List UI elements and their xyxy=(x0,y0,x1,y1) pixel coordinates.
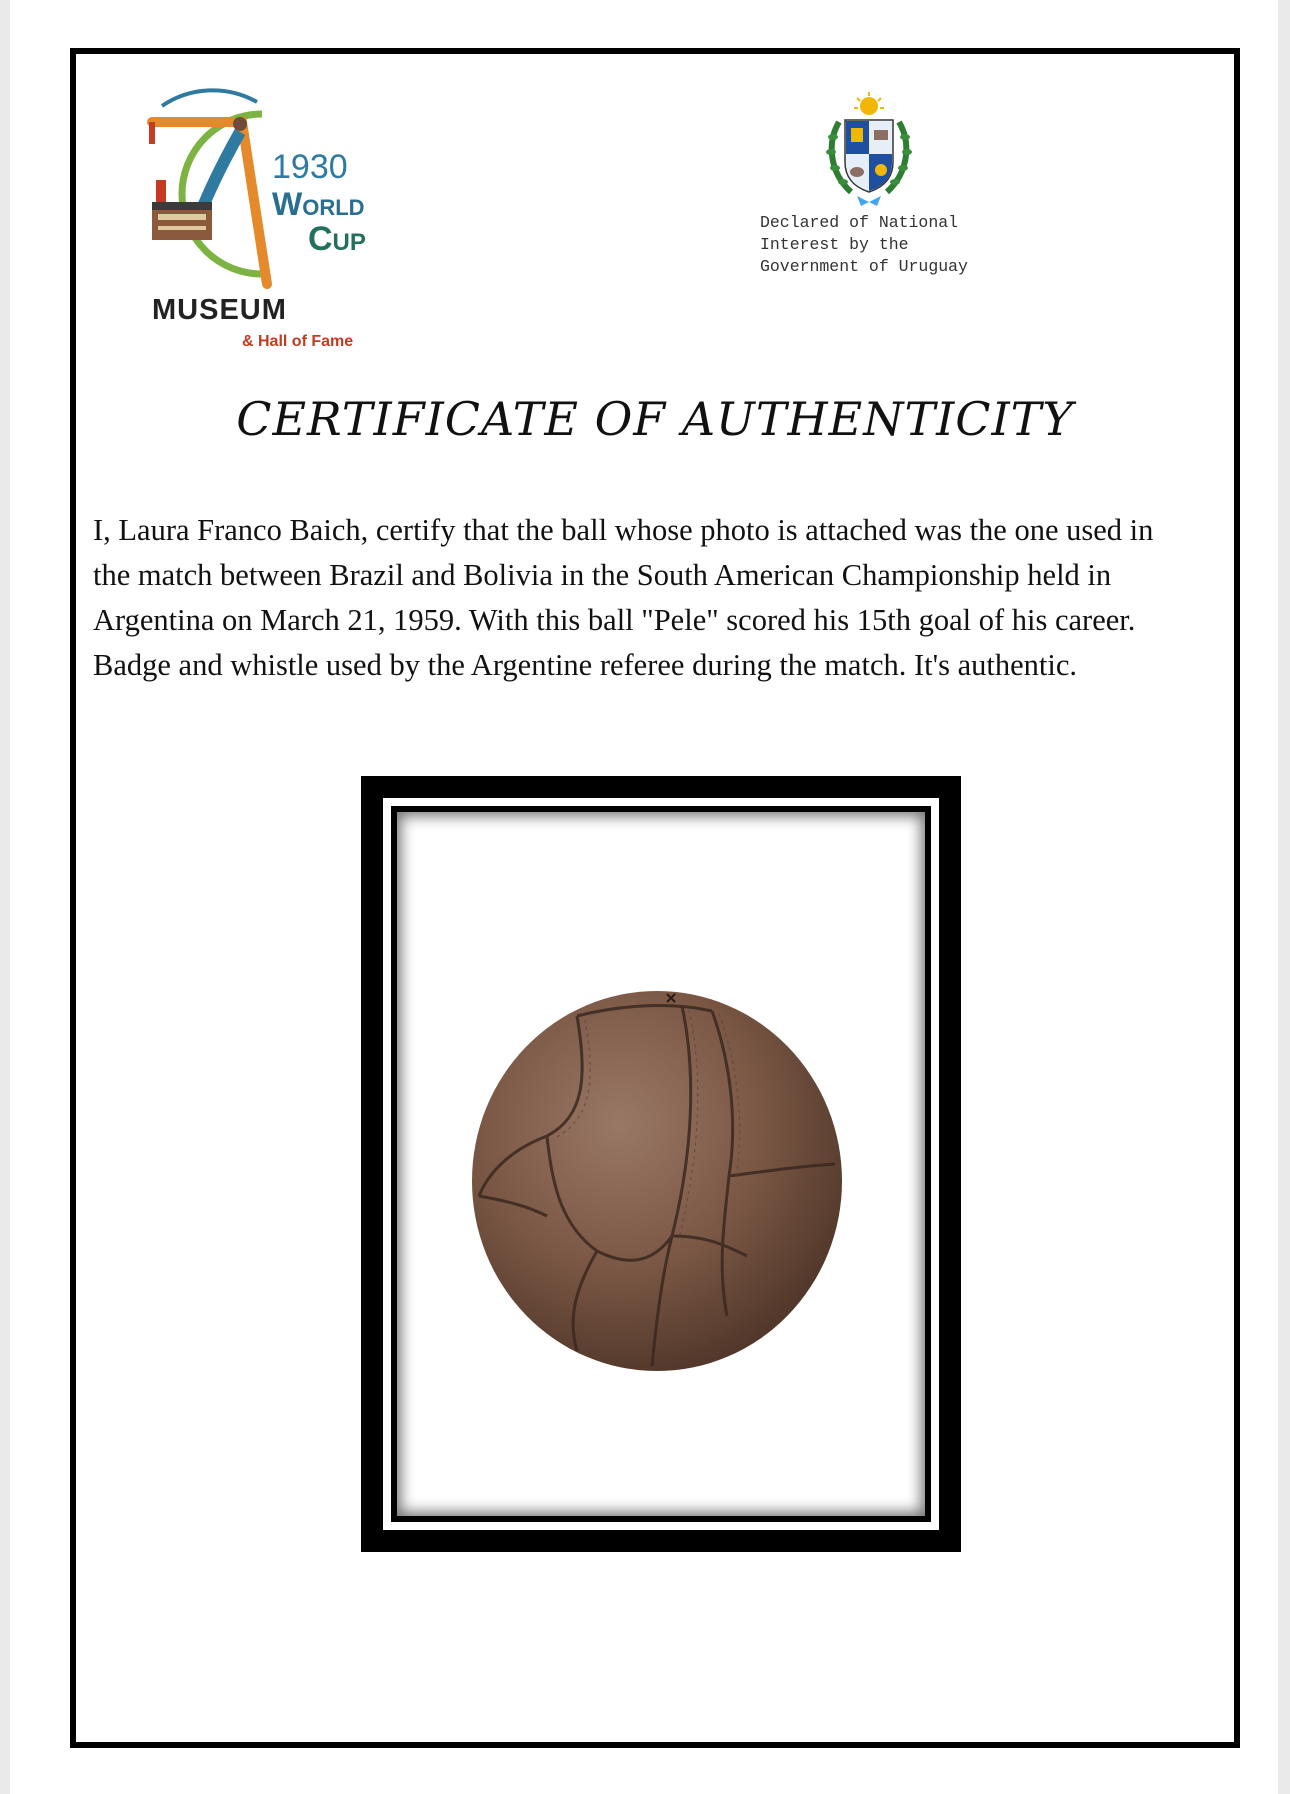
photo-frame-inner-border xyxy=(391,806,931,1522)
certificate-border xyxy=(70,48,1240,1748)
photo-frame xyxy=(361,776,961,1552)
logo-hall-of-fame: & Hall of Fame xyxy=(242,333,354,350)
photo-mat xyxy=(397,812,925,1516)
certificate-title: CERTIFICATE OF AUTHENTICITY xyxy=(236,392,1074,446)
leather-football-icon xyxy=(467,986,847,1376)
logo-world: World xyxy=(272,186,365,222)
certificate-body: I, Laura Franco Baich, certify that the ball whose photo is attached was the one used in the match between Brazil and Bolivia in the South American Championship held in Argentina on March 21, 1959. With this ball "Pele" scored his 15th goal of his career. Badge and whistle used by the Argentine referee during the match. It's authentic. xyxy=(93,513,1154,682)
photo-frame-white-border xyxy=(383,798,939,1530)
logo-year: 1930 xyxy=(272,148,348,186)
logo-museum: MUSEUM xyxy=(152,294,287,326)
declaration-text: Declared of National Interest by the Government of Uruguay xyxy=(760,213,968,276)
uruguay-coat-of-arms-icon xyxy=(821,92,917,208)
page-sheet xyxy=(10,0,1278,1794)
museum-logo xyxy=(112,84,366,350)
logo-cup: Cup xyxy=(308,220,366,258)
